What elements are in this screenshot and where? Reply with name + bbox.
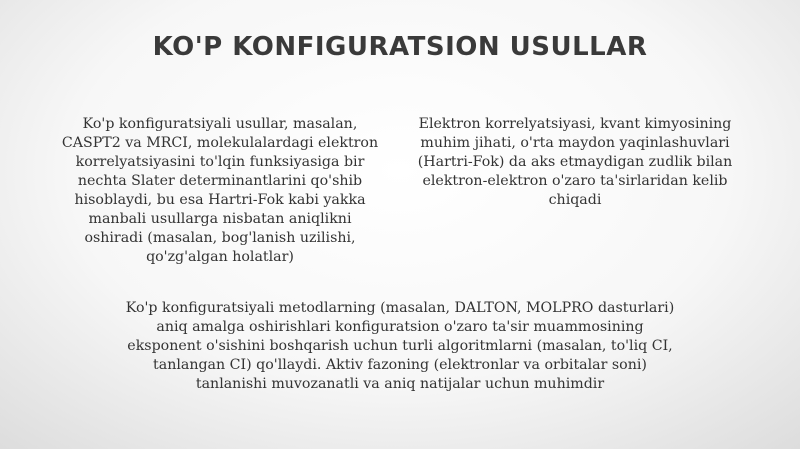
right-paragraph: Elektron korrelyatsiyasi, kvant kimyosining muhim jihati, o'rta maydon yaqinlashuvlari (Hartri-Fok) da aks etmaydigan zudlik bilan elektron-elektron o'zaro ta'sirlaridan kelib chiqadi xyxy=(417,116,733,208)
left-paragraph: Ko'p konfiguratsiyali usullar, masalan, CASPT2 va MRCI, molekulalardagi elektron korrelyatsiyasini to'lqin funksiyasiga bir nechta Slater determinantlarini qo'shib hisoblaydi, bu esa Hartri-Fok kabi yakka manbali usullarga nisbatan aniqlikni oshiradi (masalan, bog'lanish uzilishi, qo'zg'algan holatlar) xyxy=(61,116,379,265)
slide-title: KO'P KONFIGURATSION USULLAR xyxy=(152,32,648,62)
bottom-paragraph: Ko'p konfiguratsiyali metodlarning (masalan, DALTON, MOLPRO dasturlari) aniq amalga oshirishlari konfiguratsion o'zaro ta'sir muammosining eksponent o'sishini boshqarish uchun turli algoritmlarni (masalan, to'liq CI, tanlangan CI) qo'llaydi. Aktiv fazoning (elektronlar va orbitalar soni) tanlanishi muvozanatli va aniq natijalar uchun muhimdir xyxy=(125,300,675,392)
